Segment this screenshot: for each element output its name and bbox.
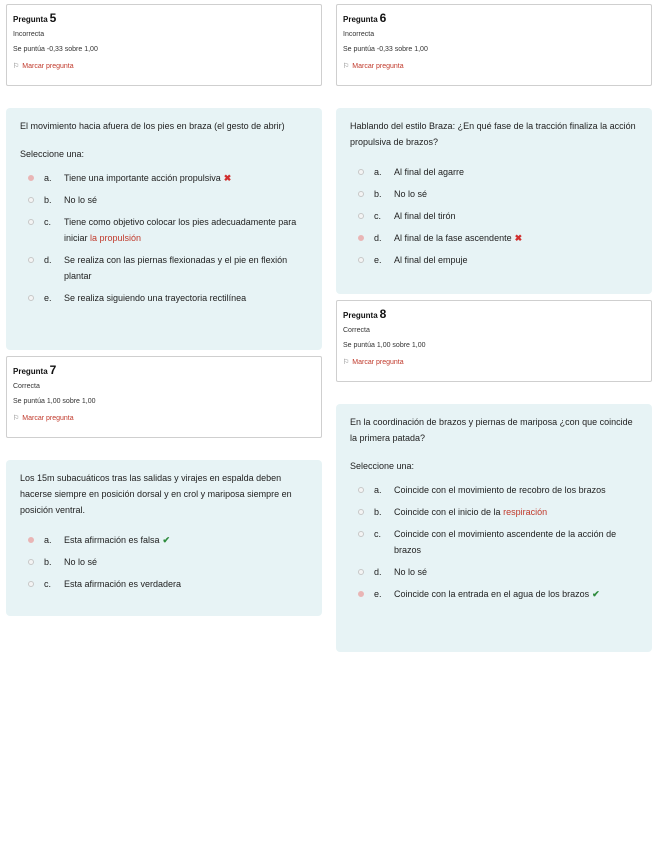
radio[interactable] — [358, 509, 364, 515]
radio[interactable] — [358, 257, 364, 263]
answer-option-b[interactable]: b. No lo sé — [20, 554, 308, 570]
question-number: 5 — [49, 11, 57, 25]
question-status: Incorrecta — [13, 31, 45, 38]
flag-icon: ⚐ — [13, 63, 20, 70]
radio[interactable] — [358, 531, 364, 537]
question-text: En la coordinación de brazos y piernas de mariposa ¿con que coincide la primera patada? — [350, 417, 633, 443]
question-5-content — [6, 108, 322, 350]
question-title: Pregunta 5 — [13, 11, 57, 25]
question-grade: Se puntúa -0,33 sobre 1,00 — [13, 46, 98, 53]
question-grade: Se puntúa -0,33 sobre 1,00 — [343, 46, 428, 53]
question-number: 7 — [49, 363, 57, 377]
question-status: Correcta — [13, 383, 40, 390]
question-text: Hablando del estilo Braza: ¿En qué fase de la tracción finaliza la acción propulsiva de brazos? — [350, 121, 636, 147]
question-text: Los 15m subacuáticos tras las salidas y virajes en espalda deben hacerse siempre en posición dorsal y en crol y mariposa siempre en posición ventral. — [20, 473, 292, 515]
answer-option-c[interactable]: c. Esta afirmación es verdadera — [20, 576, 308, 592]
answer-option-e[interactable]: e. Al final del empuje — [350, 252, 638, 268]
answer-option-a[interactable]: a. Coincide con el movimiento de recobro de los brazos — [350, 482, 638, 498]
radio-selected[interactable] — [28, 537, 34, 543]
radio[interactable] — [28, 257, 34, 263]
question-status: Correcta — [343, 327, 370, 334]
question-title: Pregunta 6 — [343, 11, 387, 25]
radio[interactable] — [28, 559, 34, 565]
question-8-info — [336, 300, 652, 382]
question-status: Incorrecta — [343, 31, 375, 38]
radio-selected[interactable] — [28, 175, 34, 181]
radio[interactable] — [28, 197, 34, 203]
radio-selected[interactable] — [358, 235, 364, 241]
radio[interactable] — [358, 191, 364, 197]
question-grade: Se puntúa 1,00 sobre 1,00 — [343, 342, 426, 349]
answer-option-a[interactable]: a. Al final del agarre — [350, 164, 638, 180]
question-6-content — [336, 108, 652, 294]
answer-option-d[interactable]: d. Al final de la fase ascendente ✖ — [350, 230, 638, 246]
question-title: Pregunta 8 — [343, 307, 387, 321]
correct-icon: ✔ — [162, 535, 171, 545]
flag-icon: ⚐ — [13, 415, 20, 422]
answer-option-c[interactable]: c. Coincide con el movimiento ascendente de la acción de brazos — [350, 526, 638, 558]
radio[interactable] — [358, 213, 364, 219]
radio[interactable] — [358, 487, 364, 493]
answer-option-b[interactable]: b. Coincide con el inicio de la respiración — [350, 504, 638, 520]
question-5-info — [6, 4, 322, 86]
flag-icon: ⚐ — [343, 63, 350, 70]
question-7-content — [6, 460, 322, 616]
flag-icon: ⚐ — [343, 359, 350, 366]
question-grade: Se puntúa 1,00 sobre 1,00 — [13, 398, 96, 405]
answer-option-b[interactable]: b. No lo sé — [350, 186, 638, 202]
correct-icon: ✔ — [592, 589, 600, 599]
answer-option-a[interactable]: a. Esta afirmación es falsa ✔ — [20, 532, 308, 548]
flag-question-link[interactable]: ⚐ Marcar pregunta — [343, 359, 404, 366]
radio[interactable] — [358, 169, 364, 175]
incorrect-icon: ✖ — [514, 233, 523, 243]
answer-option-d[interactable]: d. No lo sé — [350, 564, 638, 580]
question-7-info — [6, 356, 322, 438]
answer-option-e[interactable]: e. Se realiza siguiendo una trayectoria rectilínea — [20, 290, 308, 306]
question-text: El movimiento hacia afuera de los pies en braza (el gesto de abrir) — [20, 121, 285, 131]
answer-option-c[interactable]: c. Al final del tirón — [350, 208, 638, 224]
incorrect-icon: ✖ — [223, 173, 232, 183]
select-one-label: Seleccione una: — [350, 461, 415, 471]
highlighted-text: respiración — [503, 507, 548, 517]
answer-option-c[interactable]: c. Tiene como objetivo colocar los pies adecuadamente para iniciar la propulsión — [20, 214, 308, 246]
radio[interactable] — [28, 219, 34, 225]
question-8-content — [336, 404, 652, 652]
answer-option-e[interactable]: e. Coincide con la entrada en el agua de los brazos ✔ — [350, 586, 638, 602]
question-6-info — [336, 4, 652, 86]
question-title: Pregunta 7 — [13, 363, 57, 377]
flag-question-link[interactable]: ⚐ Marcar pregunta — [13, 63, 74, 70]
radio[interactable] — [358, 569, 364, 575]
select-one-label: Seleccione una: — [20, 149, 85, 159]
answer-option-b[interactable]: b. No lo sé — [20, 192, 308, 208]
question-number: 6 — [379, 11, 387, 25]
highlighted-text: la propulsión — [90, 233, 142, 243]
radio[interactable] — [28, 295, 34, 301]
flag-question-link[interactable]: ⚐ Marcar pregunta — [13, 415, 74, 422]
radio[interactable] — [28, 581, 34, 587]
flag-question-link[interactable]: ⚐ Marcar pregunta — [343, 63, 404, 70]
radio-selected[interactable] — [358, 591, 364, 597]
answer-option-a[interactable]: a. Tiene una importante acción propulsiva ✖ — [20, 170, 308, 186]
answer-option-d[interactable]: d. Se realiza con las piernas flexionadas y el pie en flexión plantar — [20, 252, 308, 284]
question-number: 8 — [379, 307, 387, 321]
